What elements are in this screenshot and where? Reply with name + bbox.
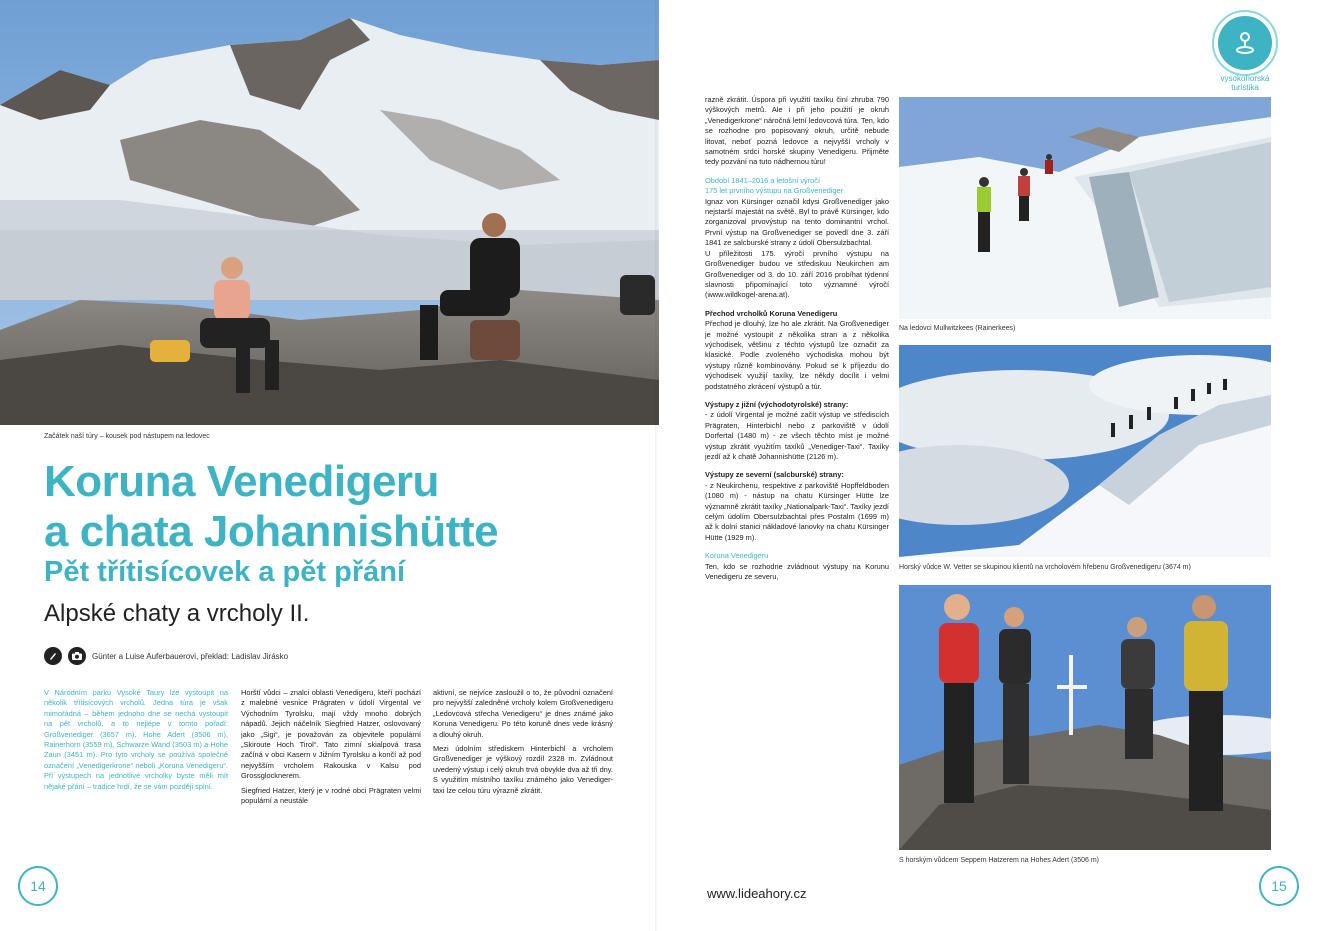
lead-paragraph: V Národním parku Vysoké Taury lze vystoupit na několik třítisícových vrcholů. Jedna túra je však mimořádná – během jednoho dne se nechá vystoupit na pět vrcholů, a to nejlépe v tomto pořadí: Großvenediger (3657 m), Hohe Adert (3506 m), Rainerhorn (3559 m), Schwarze Wand (3503 m) a Hohe Zaun (3451 m). Pro tyto vrcholy se používá společné označení „Venedigerkrone“ neboli „Koruna Venedigeru“. Při výstupech na jednotlivé vrcholky byste měli mít nějaké přání – tradice hrdí, že se vám později splní. — [44, 688, 228, 791]
section-heading-south: Výstupy z jižní (východotyrolské) strany: — [705, 399, 849, 409]
page-number-right: 15 — [1259, 866, 1299, 906]
section-label-line2: turistika — [1231, 83, 1259, 92]
paragraph: aktivní, se nejvíce zasloužil o to, že původní označení pro nejvyšší zaledněné vrcholy kolem Großvenedigeru „Ledovcová střecha Venedigeru“ je dnes známé jako Koruna Venedigeru. Po této koruně dnes vede krásný a dlouhý okruh. — [433, 688, 613, 739]
paragraph: Mezi údolním střediskem Hinterbichl a vrcholem Großvenediger je výškový rozdíl 2328 m. Zvládnout uvedený výstup i celý okruh trvá obvykle dva až tři dny. S využitím místního taxíku známého jako Venediger-taxi lze celou túru výrazně zkrátit. — [433, 744, 613, 795]
page-number-left: 14 — [18, 866, 58, 906]
website-url: www.lideahory.cz — [707, 886, 807, 901]
article-title-line2: a chata Johannishütte — [44, 507, 499, 556]
paragraph: U příležitosti 175. výročí prvního výstupu na Großvenediger budou ve střediskuu Neukirchen am Großvenediger od 3. do 10. září 2016 probíhat týdenní slavnosti připomínající toto významné výročí (www.wildkogel-arena.at). — [705, 248, 889, 300]
paragraph: Ten, kdo se rozhodne zvládnout výstupy na Korunu Venedigeru ze severu, — [705, 561, 889, 582]
article-subtitle: Pět třítisícovek a pět přání — [44, 556, 406, 588]
photo-summit-ridge — [899, 345, 1271, 557]
paragraph: Siegfried Hatzer, který je v rodné obci Prägraten velmi populární a neustále — [241, 785, 421, 806]
column-3 — [433, 688, 613, 868]
series-title: Alpské chaty a vrcholy II. — [44, 600, 310, 627]
hero-caption: Začátek naší túry – kousek pod nástupem na ledovec — [44, 433, 210, 440]
mountain-lamp-icon — [1218, 16, 1272, 70]
authors-line — [44, 646, 288, 666]
pen-icon — [44, 647, 62, 665]
photo1-caption: Na ledovci Mullwitzkees (Rainerkees) — [899, 325, 1016, 332]
section-label — [1200, 74, 1290, 92]
section-heading-anniversary-2: 175 let prvního výstupu na Großvenediger — [705, 186, 844, 196]
section-label-line1: vysokohorská — [1220, 74, 1270, 83]
paragraph: razně zkrátit. Úspora při využití taxíku činí zhruba 790 výškových metrů. Ale i při jeho použití je okruh „Venedigerkrone“ náročná letní ledovcová túra. Ten, kdo se rozhodne pro popisovaný okruh, určitě nebude litovat, neboť pozná ledovce a nejvyšší vrcholy v samotném srdci horské skupiny Venedigeru. Přijměte tedy pozvání na tuto nádhernou túru! — [705, 95, 889, 167]
photo-summit-group — [899, 585, 1271, 850]
photo3-caption: S horským vůdcem Seppem Hatzerem na Hohes Adert (3506 m) — [899, 857, 1099, 864]
photo2-caption: Horský vůdce W. Vetter se skupinou klientů na vrcholovém hřebenu Großvenedigeru (3674 m) — [899, 564, 1191, 571]
column-text-right — [705, 95, 889, 867]
paragraph: - z Neukirchenu, respektive z parkoviště Hopffeldboden (1080 m) - nástup na chatu Kürsinger Hütte lze významně zkrátit taxíky „Nationalpark-Taxi“. Taxíky jezdí celým údolím Obersulzbachtal přes Postalm (1699 m) až k dolní stanici nákladové lanovky na chatu Kürsinger Hütte (1929 m). — [705, 480, 889, 542]
section-heading-traverse: Přechod vrcholků Koruna Venedigeru — [705, 308, 838, 318]
photo-glacier-climbers — [899, 97, 1271, 319]
column-1 — [44, 688, 228, 858]
section-heading-north: Výstupy ze severní (salcburské) strany: — [705, 470, 844, 480]
column-2 — [241, 688, 421, 864]
section-logo — [1212, 10, 1278, 76]
paragraph: - z údolí Virgental je možné začít výstup ve střediscích Prägraten, Hinterbichl nebo z parkoviště v údolí Dorfertal (1480 m) - ze všech těchto míst je možné výstup zkrátit využitím taxíků „Venediger-Taxi“. Taxíky jezdí až k chatě Johannishütte (2126 m). — [705, 410, 889, 461]
hero-photo — [0, 0, 659, 425]
authors-text: Günter a Luise Auferbauerovi, překlad: Ladislav Jirásko — [92, 651, 289, 661]
right-page — [659, 0, 1318, 931]
section-heading-crown: Koruna Venedigeru — [705, 551, 769, 561]
section-heading-anniversary-1: Období 1841–2016 a letošní výročí — [705, 175, 821, 185]
camera-icon — [68, 647, 86, 665]
article-title-line1: Koruna Venedigeru — [44, 457, 439, 506]
paragraph: Horští vůdci – znalci oblasti Venedigeru, kteří pochází z malebné vesnice Prägraten v údolí Virgental ve Východním Tyrolsku, mají vždy mnoho dobrých nápadů. Jejich náčelník Siegfried Hatzer, oslovovaný jako „Sigi“, je považován za objevitele populární „Skiroute Hoch Tirol“. Tato zimní skialpová trasa začíná v obci Kasern v Jižním Tyrolsku a končí až pod nejvyšším vrcholem Rakouska v Kalsu pod Grossglocknerem. — [241, 688, 421, 781]
paragraph: Ignaz von Kürsinger označil kdysi Großvenediger jako nejstarší majestát na světě. Byl to právě Kürsinger, kdo zorganizoval prvovýstup na tento dominantní vrchol. První výstup na Großvenediger se povedl dne 3. září 1841 ze salcburské strany z údolí Obersulzbachtal. — [705, 196, 889, 248]
paragraph: Přechod je dlouhý, lze ho ale zkrátit. Na Großvenediger je možné vystoupit z několika stran a z několika východisek, většinu z těchto výstupů lze označit za klasické. Podle zvoleného východiska mohou být výstupy různě kombinovány. Pokud se k příjezdu do východisek využijí taxíky, lze někdy docílit i velmi podstatného zkrácení výstupů a túr. — [705, 319, 889, 391]
